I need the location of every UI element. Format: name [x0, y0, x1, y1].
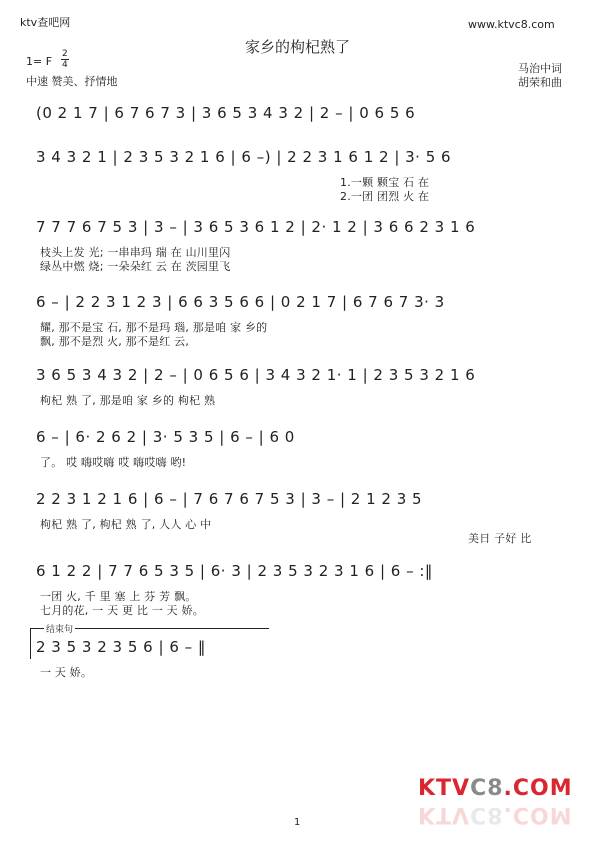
notation-line: (0 2 1 7 | 6 7 6 7 3 | 3 6 5 3 4 3 2 | 2 – | 0 6 5 6 — [36, 104, 416, 122]
lyric-verse-1: 了。 哎 嗨哎嗨 哎 嗨哎嗨 哟! — [40, 456, 187, 469]
lyric-verse-1: 一 天 娇。 — [40, 666, 93, 679]
notation-line: 6 – | 6· 2 6 2 | 3· 5 3 5 | 6 – | 6 0 — [36, 428, 295, 446]
lyric-verse-2: 七月的花, 一 天 更 比 一 天 娇。 — [40, 604, 204, 617]
lyric-verse-1: 耀, 那不是宝 石, 那不是玛 瑙, 那是咱 家 乡的 — [40, 321, 268, 334]
time-signature-bottom: 4 — [62, 60, 68, 70]
notation-line: 2 2 3 1 2 1 6 | 6 – | 7 6 7 6 7 5 3 | 3 – | 2 1 2 3 5 — [36, 490, 423, 508]
notation-line: 3 6 5 3 4 3 2 | 2 – | 0 6 5 6 | 3 4 3 2 1· 1 | 2 3 5 3 2 1 6 — [36, 366, 476, 384]
watermark-logo: KTVC8.COM — [418, 776, 573, 801]
lyric-verse-1: 枸杞 熟 了, 枸杞 熟 了, 人人 心 中 — [40, 518, 212, 531]
lyricist-credit: 马治中词 — [518, 62, 562, 75]
lyric-verse-2: 2.一团 团烈 火 在 — [340, 190, 430, 203]
lyric-verse-2: 飘, 那不是烈 火, 那不是红 云, — [40, 335, 190, 348]
notation-line: 6 – | 2 2 3 1 2 3 | 6 6 3 5 6 6 | 0 2 1 7 | 6 7 6 7 3· 3 — [36, 293, 445, 311]
lyric-verse-2: 美日 子好 比 — [468, 532, 532, 545]
ending-label: 结束句 — [44, 622, 75, 635]
site-url-right: www.ktvc8.com — [468, 18, 555, 31]
notation-line: 7 7 7 6 7 5 3 | 3 – | 3 6 5 3 6 1 2 | 2· 1 2 | 3 6 6 2 3 1 6 — [36, 218, 476, 236]
notation-line: 3 4 3 2 1 | 2 3 5 3 2 1 6 | 6 –) | 2 2 3 1 6 1 2 | 3· 5 6 — [36, 148, 452, 166]
lyric-verse-2: 绿丛中燃 烧; 一朵朵红 云 在 茨园里飞 — [40, 260, 231, 273]
lyric-verse-1: 一团 火, 千 里 塞 上 芬 芳 飘。 — [40, 590, 197, 603]
lyric-verse-1: 1.一颗 颗宝 石 在 — [340, 176, 430, 189]
site-name-left: ktv查吧网 — [20, 16, 71, 29]
notation-line: 6 1 2 2 | 7 7 6 5 3 5 | 6· 3 | 2 3 5 3 2 3 1 6 | 6 – :‖ — [36, 562, 433, 580]
watermark-reflection: KTVC8.COM — [418, 802, 573, 827]
page-number: 1 — [294, 817, 301, 828]
key-signature: 1= F — [26, 55, 53, 68]
tempo-marking: 中速 赞美、抒情地 — [26, 75, 118, 88]
composer-credit: 胡荣和曲 — [518, 76, 562, 89]
song-title: 家乡的枸杞熟了 — [244, 38, 350, 56]
notation-line: 2 3 5 3 2 3 5 6 | 6 – ‖ — [36, 638, 206, 656]
lyric-verse-1: 枸杞 熟 了, 那是咱 家 乡的 枸杞 熟 — [40, 394, 216, 407]
lyric-verse-1: 枝头上发 光; 一串串玛 瑞 在 山川里闪 — [40, 246, 231, 259]
time-signature-top: 2 — [62, 49, 68, 59]
